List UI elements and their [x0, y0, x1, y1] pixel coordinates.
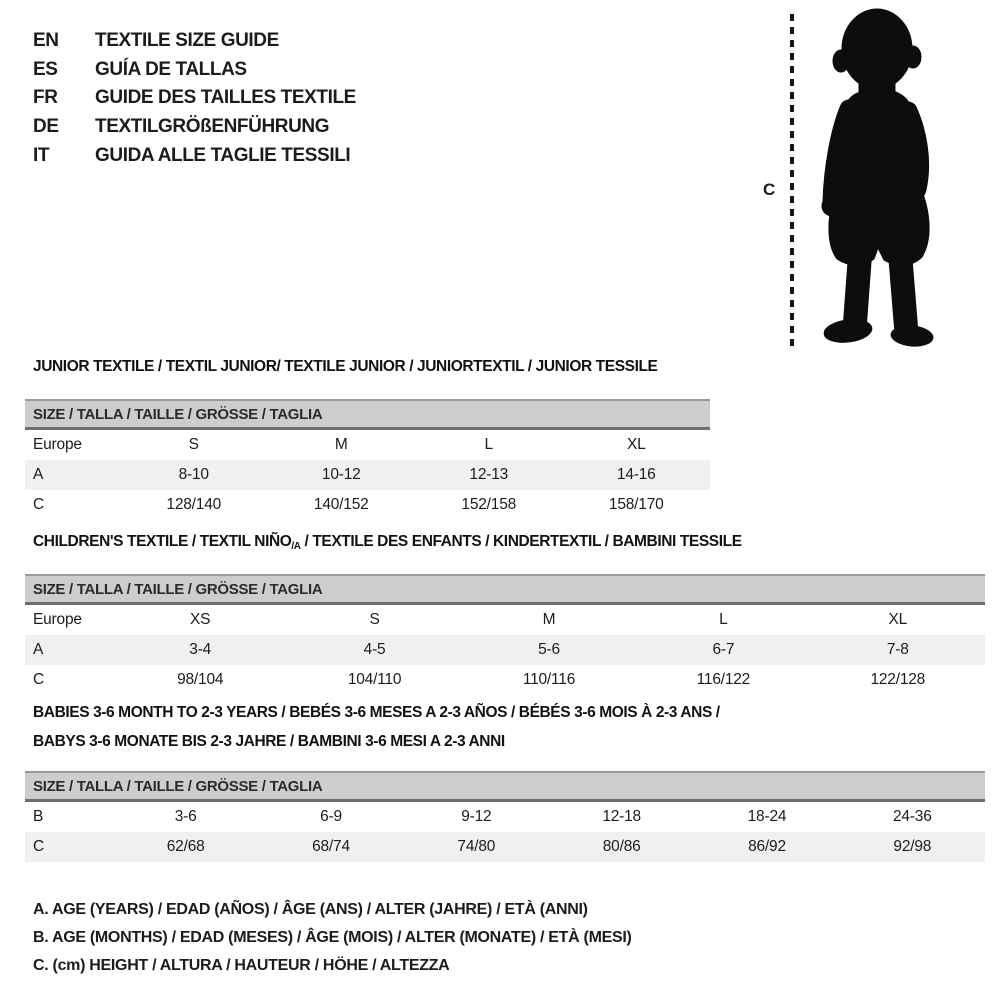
row-label: C [33, 838, 44, 855]
list-item [33, 27, 356, 56]
table-row [25, 429, 710, 461]
language-code: FR [33, 87, 58, 109]
table-row [25, 635, 985, 665]
size-cell: XS [190, 611, 211, 628]
language-code: DE [33, 116, 59, 138]
list-item [33, 141, 356, 170]
measure-c-label: C [763, 180, 776, 199]
age-cell: 18-24 [747, 808, 787, 825]
row-label: B [33, 808, 44, 825]
table-row [25, 604, 985, 636]
babies-title-line2: BABYS 3-6 MONATE BIS 2-3 JAHRE / BAMBINI 3-6 MESI A 2-3 ANNI [33, 732, 505, 750]
height-cell: 68/74 [312, 838, 350, 855]
size-cell: XL [888, 611, 908, 628]
age-cell: 12-18 [602, 808, 641, 825]
row-label: C [33, 671, 44, 688]
height-cell: 104/110 [347, 671, 402, 688]
guide-title: TEXTILGRÖßENFÜHRUNG [95, 116, 330, 138]
size-cell: M [334, 436, 348, 453]
size-header-bar: SIZE / TALLA / TAILLE / GRÖSSE / TAGLIA [25, 772, 985, 801]
row-label: Europe [33, 611, 82, 628]
list-item [33, 84, 356, 113]
guide-title: GUÍA DE TALLAS [95, 58, 247, 80]
height-cell: 62/68 [166, 838, 205, 855]
babies-size-table [25, 771, 985, 862]
height-cell: 74/80 [457, 838, 496, 855]
children-size-table [25, 574, 985, 695]
height-cell: 80/86 [602, 838, 641, 855]
language-code: ES [33, 58, 58, 80]
size-header-bar: SIZE / TALLA / TAILLE / GRÖSSE / TAGLIA [25, 575, 985, 604]
row-label: Europe [33, 436, 82, 453]
size-cell: XL [626, 436, 646, 453]
footnote-a: A. AGE (YEARS) / EDAD (AÑOS) / ÂGE (ANS) / ALTER (JAHRE) / ETÀ (ANNI) [33, 901, 588, 918]
children-title-text: CHILDREN'S TEXTILE / TEXTIL NIÑO [33, 533, 292, 550]
children-section-title [33, 528, 742, 562]
row-label: C [33, 496, 44, 513]
age-cell: 9-12 [461, 808, 492, 825]
footnote-b: B. AGE (MONTHS) / EDAD (MESES) / ÂGE (MOIS) / ALTER (MONATE) / ETÀ (MESI) [33, 929, 632, 946]
height-cell: 98/104 [177, 671, 224, 688]
age-cell: 24-36 [892, 808, 932, 825]
table-row [25, 490, 710, 520]
size-cell: L [484, 436, 493, 453]
height-cell: 128/140 [166, 496, 222, 513]
junior-size-table [25, 399, 710, 520]
footnote-c: C. (cm) HEIGHT / ALTURA / HAUTEUR / HÖHE / ALTEZZA [33, 957, 450, 974]
table-row [25, 801, 985, 833]
babies-section-title [33, 699, 720, 756]
row-label: A [33, 466, 44, 483]
age-cell: 4-5 [363, 641, 386, 658]
children-title-text: / TEXTILE DES ENFANTS / KINDERTEXTIL / BAMBINI TESSILE [300, 533, 742, 550]
height-dotted-line [790, 14, 794, 346]
table-row [25, 665, 985, 695]
guide-title: TEXTILE SIZE GUIDE [95, 30, 279, 52]
height-cell: 86/92 [748, 838, 786, 855]
language-code: IT [33, 144, 50, 166]
age-cell: 5-6 [538, 641, 560, 658]
row-label: A [33, 641, 44, 658]
height-cell: 110/116 [522, 671, 576, 688]
age-cell: 3-4 [189, 641, 212, 658]
age-cell: 6-9 [320, 808, 342, 825]
age-cell: 6-7 [712, 641, 735, 658]
babies-title-line1: BABIES 3-6 MONTH TO 2-3 YEARS / BEBÉS 3-6 MESES A 2-3 AÑOS / BÉBÉS 3-6 MOIS À 2-3 ANS / [33, 704, 720, 721]
language-code: EN [33, 30, 59, 52]
height-cell: 122/128 [870, 671, 926, 688]
size-header-bar: SIZE / TALLA / TAILLE / GRÖSSE / TAGLIA [25, 400, 710, 429]
age-cell: 10-12 [321, 466, 361, 483]
age-cell: 12-13 [469, 466, 509, 483]
size-cell: L [719, 611, 728, 628]
age-cell: 14-16 [616, 466, 656, 483]
age-cell: 7-8 [886, 641, 909, 658]
height-cell: 92/98 [893, 838, 932, 855]
children-title-sub: /A [291, 541, 301, 552]
list-item [33, 56, 356, 85]
height-cell: 140/152 [313, 496, 369, 513]
guide-title: GUIDE DES TAILLES TEXTILE [95, 87, 356, 109]
age-cell: 8-10 [178, 466, 209, 483]
guide-title: GUIDA ALLE TAGLIE TESSILI [95, 144, 351, 166]
size-cell: S [369, 611, 380, 628]
junior-section-title: JUNIOR TEXTILE / TEXTIL JUNIOR/ TEXTILE JUNIOR / JUNIORTEXTIL / JUNIOR TESSILE [33, 358, 658, 375]
list-item [33, 113, 356, 142]
size-cell: M [542, 611, 556, 628]
toddler-silhouette-icon [803, 5, 955, 347]
height-cell: 152/158 [461, 496, 517, 513]
height-cell: 158/170 [608, 496, 664, 513]
footnote-legend [33, 896, 632, 980]
table-row [25, 832, 985, 862]
size-cell: S [188, 436, 199, 453]
language-title-list [33, 27, 356, 170]
height-cell: 116/122 [696, 671, 751, 688]
table-row [25, 460, 710, 490]
age-cell: 3-6 [174, 808, 197, 825]
